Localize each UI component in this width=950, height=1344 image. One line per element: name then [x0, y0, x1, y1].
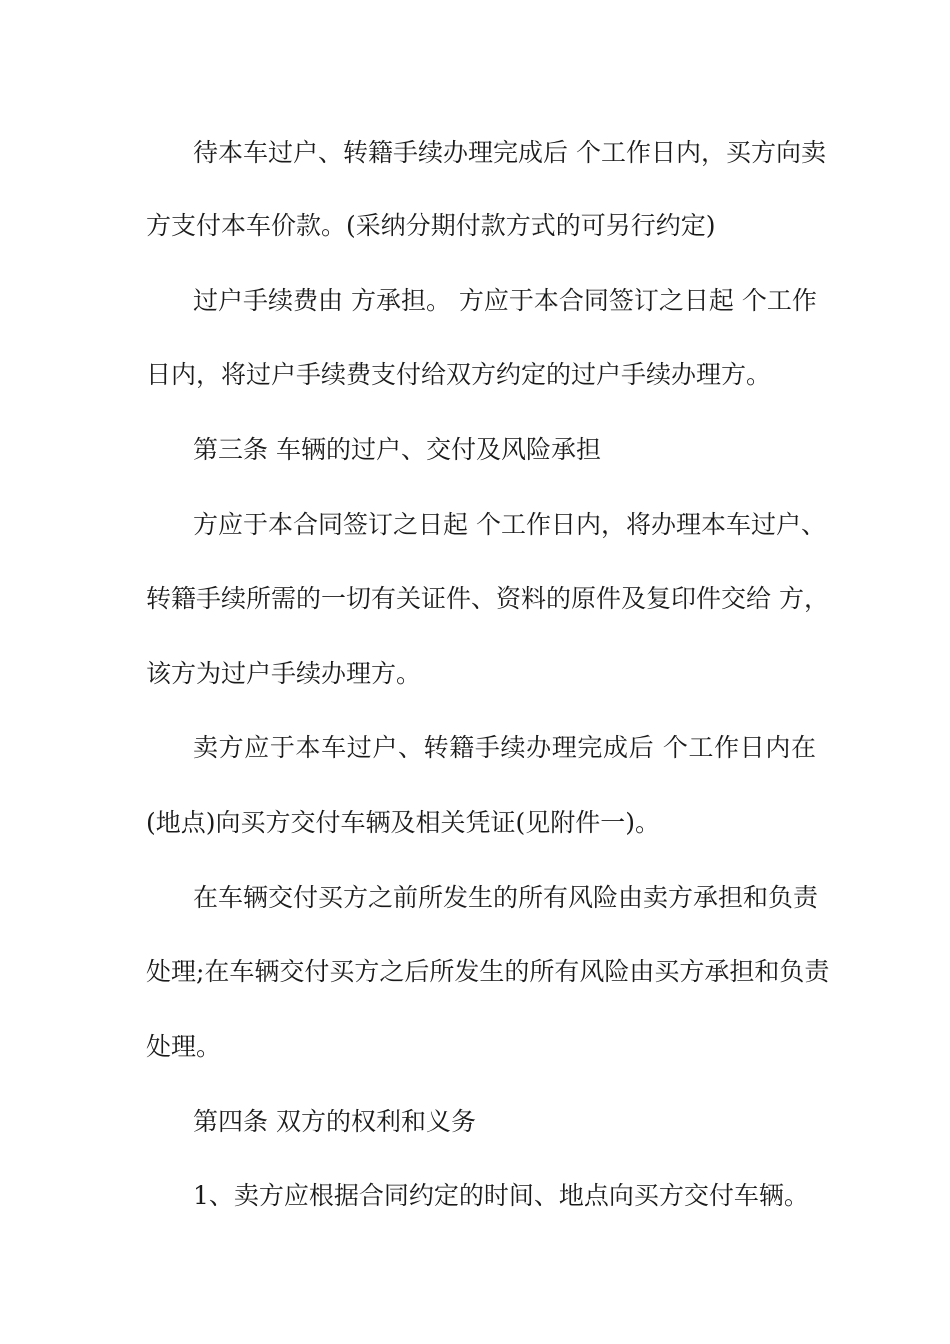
- paragraph-line: 待本车过户、转籍手续办理完成后 个工作日内，买方向卖: [193, 138, 826, 167]
- paragraph-line: 日内，将过户手续费支付给双方约定的过户手续办理方。: [146, 360, 772, 389]
- paragraph-line: 转籍手续所需的一切有关证件、资料的原件及复印件交给 方，: [146, 584, 829, 613]
- paragraph-line: 卖方应于本车过户、转籍手续办理完成后 个工作日内在: [193, 733, 816, 762]
- section-heading: 第四条 双方的权利和义务: [193, 1107, 476, 1136]
- paragraph-line: 处理。: [146, 1032, 222, 1061]
- paragraph-line: 1、卖方应根据合同约定的时间、地点向买方交付车辆。: [193, 1181, 809, 1210]
- section-heading: 第三条 车辆的过户、交付及风险承担: [193, 435, 601, 464]
- paragraph-line: 过户手续费由 方承担。 方应于本合同签订之日起 个工作: [193, 286, 817, 315]
- paragraph-line: 方支付本车价款。(采纳分期付款方式的可另行约定): [146, 211, 716, 240]
- paragraph-line: 处理;在车辆交付买方之后所发生的所有风险由买方承担和负责: [146, 957, 830, 986]
- paragraph-line: 在车辆交付买方之前所发生的所有风险由卖方承担和负责: [193, 883, 819, 912]
- paragraph-line: (地点)向买方交付车辆及相关凭证(见附件一)。: [146, 808, 661, 837]
- paragraph-line: 方应于本合同签订之日起 个工作日内，将办理本车过户、: [193, 510, 826, 539]
- paragraph-line: 该方为过户手续办理方。: [146, 659, 422, 688]
